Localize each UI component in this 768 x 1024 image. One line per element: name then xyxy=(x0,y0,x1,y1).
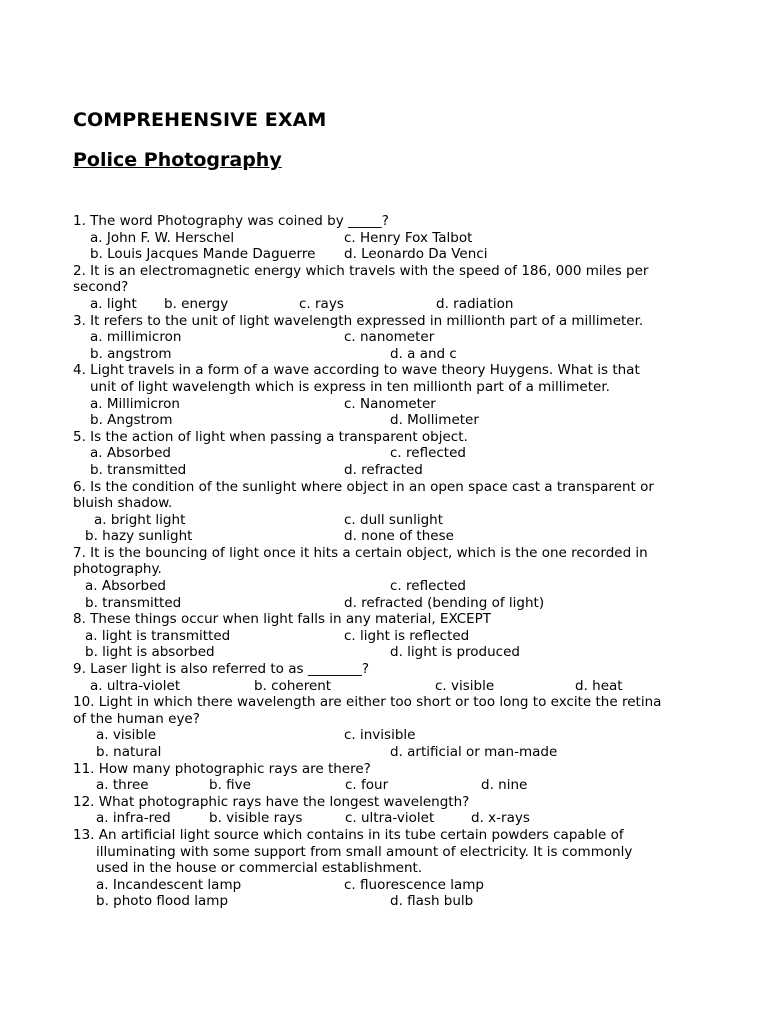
question-1-stem: 1. The word Photography was coined by _____? xyxy=(73,213,389,229)
choice-b: b. visible rays xyxy=(209,810,303,827)
choice-c: c. nanometer xyxy=(344,329,435,346)
question-3-choices-row-1 xyxy=(73,329,693,346)
choice-c: c. dull sunlight xyxy=(344,511,443,528)
question-13-stem-cont-2: used in the house or commercial establishment. xyxy=(96,860,423,877)
choice-d: d. flash bulb xyxy=(390,893,474,910)
choice-c: c. light is reflected xyxy=(344,627,470,644)
question-8-stem: 8. These things occur when light falls in any material, EXCEPT xyxy=(73,611,492,628)
choice-a: a. Incandescent lamp xyxy=(96,876,242,893)
page-title: COMPREHENSIVE EXAM xyxy=(73,109,327,131)
choice-b: b. energy xyxy=(164,295,229,312)
question-10-choices-row-1 xyxy=(73,727,693,744)
choice-c: c. fluorescence lamp xyxy=(344,876,484,893)
choice-d: d. Mollimeter xyxy=(390,412,479,429)
choice-b: b. five xyxy=(209,777,251,794)
choice-b: b. Angstrom xyxy=(90,412,173,429)
question-3-stem: 3. It refers to the unit of light wavelength expressed in millionth part of a millimeter. xyxy=(73,312,644,329)
question-4-choices-row-2 xyxy=(73,412,693,429)
choice-d: d. artificial or man-made xyxy=(390,744,558,760)
choice-d: d. light is produced xyxy=(390,644,520,661)
question-10-choices-row-2 xyxy=(73,744,693,761)
question-1-choices-row-1 xyxy=(73,230,693,247)
choice-b: b. photo flood lamp xyxy=(96,893,229,910)
question-3-choices-row-2 xyxy=(73,346,693,363)
choice-d: d. refracted xyxy=(344,461,423,478)
choice-d: d. radiation xyxy=(436,295,514,312)
question-list xyxy=(73,213,693,910)
choice-c: c. reflected xyxy=(390,578,466,595)
question-12-stem: 12. What photographic rays have the longest wavelength? xyxy=(73,793,470,810)
question-1-choices-row-2 xyxy=(73,246,693,263)
question-4-stem: 4. Light travels in a form of a wave according to wave theory Huygens. What is that xyxy=(73,362,640,379)
choice-a: a. millimicron xyxy=(90,329,182,346)
choice-b: b. light is absorbed xyxy=(85,644,215,661)
question-5-stem: 5. Is the action of light when passing a transparent object. xyxy=(73,428,468,445)
choice-c: c. Nanometer xyxy=(344,395,436,412)
choice-c: c. Henry Fox Talbot xyxy=(344,229,473,246)
question-9-stem: 9. Laser light is also referred to as ________? xyxy=(73,661,369,678)
question-13-stem-cont-1: illuminating with some support from small amount of electricity. It is commonly xyxy=(96,843,633,860)
choice-c: c. visible xyxy=(435,677,495,694)
page-subtitle: Police Photography xyxy=(73,149,282,171)
choice-c: c. invisible xyxy=(344,727,416,744)
choice-c: c. reflected xyxy=(390,445,466,462)
question-7-stem-cont: photography. xyxy=(73,561,162,578)
choice-d: d. Leonardo Da Venci xyxy=(344,246,488,263)
question-7-choices-row-1 xyxy=(73,578,693,595)
question-7-choices-row-2 xyxy=(73,595,693,612)
question-2-stem-cont: second? xyxy=(73,279,129,296)
question-6-stem: 6. Is the condition of the sunlight where object in an open space cast a transparent or xyxy=(73,478,654,495)
question-4-stem-cont: unit of light wavelength which is express in ten millionth part of a millimeter. xyxy=(90,378,610,395)
question-6-stem-cont: bluish shadow. xyxy=(73,495,173,512)
question-2-choices xyxy=(73,296,693,313)
choice-b: b. natural xyxy=(96,744,162,760)
question-9-choices xyxy=(73,678,693,695)
choice-d: d. x-rays xyxy=(471,810,530,827)
question-8-choices-row-1 xyxy=(73,628,693,645)
question-2-stem: 2. It is an electromagnetic energy which travels with the speed of 186, 000 miles per xyxy=(73,262,649,279)
question-10-stem: 10. Light in which there wavelength are either too short or too long to excite the retina xyxy=(73,694,662,711)
choice-a: a. John F. W. Herschel xyxy=(90,229,235,246)
choice-d: d. nine xyxy=(481,777,528,794)
choice-b: b. angstrom xyxy=(90,345,172,362)
question-8-choices-row-2 xyxy=(73,644,693,661)
choice-d: d. heat xyxy=(575,677,623,694)
question-7-stem: 7. It is the bouncing of light once it hits a certain object, which is the one recorded in xyxy=(73,544,648,561)
choice-a: a. bright light xyxy=(94,511,186,528)
question-11-stem: 11. How many photographic rays are there? xyxy=(73,760,371,777)
question-5-choices-row-1 xyxy=(73,445,693,462)
choice-b: b. transmitted xyxy=(85,594,182,611)
question-13-choices-row-2 xyxy=(73,893,693,910)
choice-b: b. Louis Jacques Mande Daguerre xyxy=(90,246,316,263)
choice-a: a. ultra-violet xyxy=(90,677,181,694)
choice-a: a. visible xyxy=(96,727,157,744)
choice-a: a. Absorbed xyxy=(85,578,166,595)
question-10-stem-cont: of the human eye? xyxy=(73,710,200,727)
choice-c: c. four xyxy=(345,777,389,794)
choice-b: b. transmitted xyxy=(90,461,187,478)
choice-d: d. a and c xyxy=(390,345,457,362)
choice-a: a. Absorbed xyxy=(90,445,171,462)
question-11-choices xyxy=(73,777,693,794)
choice-a: a. light is transmitted xyxy=(85,627,231,644)
question-4-choices-row-1 xyxy=(73,396,693,413)
choice-b: b. hazy sunlight xyxy=(85,528,193,545)
choice-a: a. infra-red xyxy=(96,810,171,827)
choice-d: d. none of these xyxy=(344,528,454,545)
choice-a: a. Millimicron xyxy=(90,395,180,412)
choice-c: c. ultra-violet xyxy=(345,810,435,827)
choice-b: b. coherent xyxy=(254,677,332,694)
choice-a: a. light xyxy=(90,295,137,312)
choice-a: a. three xyxy=(96,777,149,794)
choice-d: d. refracted (bending of light) xyxy=(344,594,545,611)
question-6-choices-row-1 xyxy=(73,512,693,529)
question-13-choices-row-1 xyxy=(73,877,693,894)
choice-c: c. rays xyxy=(299,295,344,312)
question-13-stem: 13. An artificial light source which contains in its tube certain powders capable of xyxy=(73,826,624,843)
question-12-choices xyxy=(73,810,693,827)
question-5-choices-row-2 xyxy=(73,462,693,479)
question-6-choices-row-2 xyxy=(73,528,693,545)
